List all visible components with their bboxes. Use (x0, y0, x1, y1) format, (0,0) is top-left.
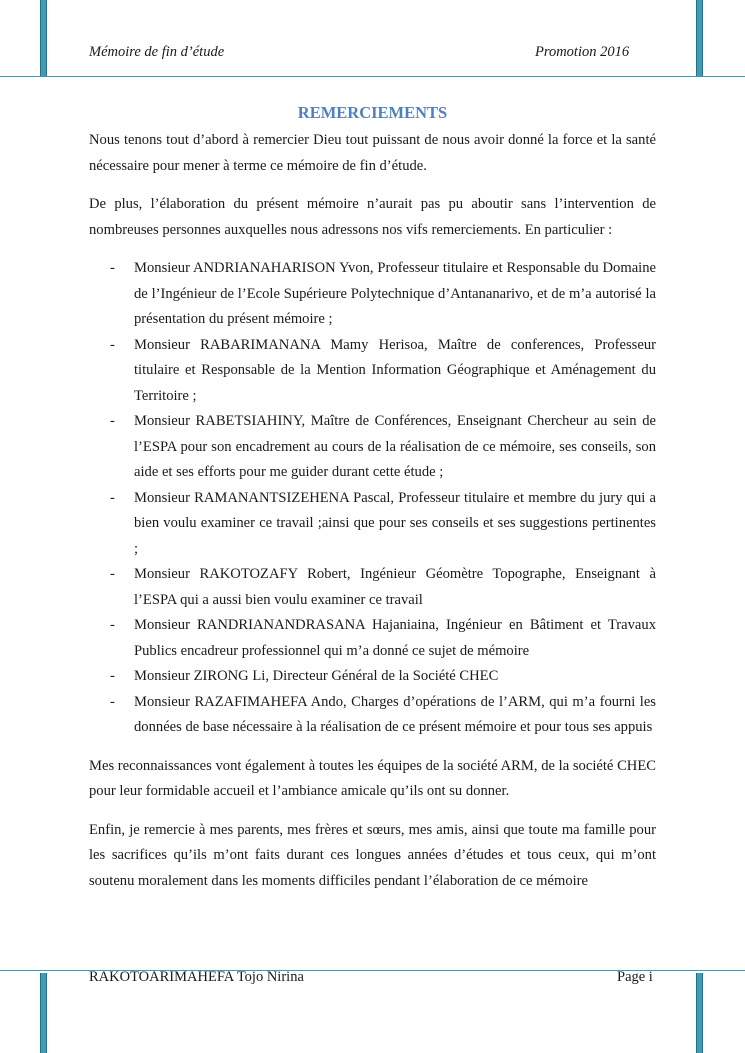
acknowledgement-item (89, 664, 656, 690)
acknowledgement-item (89, 333, 656, 410)
header-left-text: Mémoire de fin d’étude (89, 44, 225, 60)
page-title: REMERCIEMENTS (297, 103, 448, 122)
footer-left-bar (40, 973, 47, 1053)
bullet-dash: - (110, 668, 115, 684)
acknowledgement-item (89, 562, 656, 613)
bullet-dash: - (110, 260, 115, 276)
bullet-dash: - (110, 336, 115, 353)
acknowledgement-text: Monsieur RAKOTOZAFY Robert, Ingénieur Géomètre Topographe, Enseignant à l’ESPA qui a aussi bien voulu examiner ce travail (134, 566, 656, 608)
acknowledgement-text: Monsieur RABARIMANANA Mamy Herisoa, Maître de conferences, Professeur titulaire et Responsable de la Mention Information Géographique et Aménagement du Territoire ; (134, 336, 656, 404)
acknowledgement-list (89, 256, 656, 741)
header-rule (0, 76, 745, 77)
acknowledgement-text: Monsieur ZIRONG Li, Directeur Général de la Société CHEC (134, 668, 499, 684)
closing-paragraph: Mes reconnaissances vont également à toutes les équipes de la société ARM, de la société CHEC pour leur formidable accueil et l’ambiance amicale qu’ils ont su donner. (89, 757, 656, 799)
acknowledgement-item (89, 486, 656, 563)
bullet-dash: - (110, 489, 115, 506)
closing-paragraph: Enfin, je remercie à mes parents, mes frères et sœurs, mes amis, ainsi que toute ma famille pour les sacrifices qu’ils m’ont faits durant ces longues années d’études et tous ceux, qui m’ont soutenu moralement dans les moments difficiles pendant l’élaboration de ce mémoire (89, 821, 656, 889)
acknowledgement-text: Monsieur RABETSIAHINY, Maître de Conférences, Enseignant Chercheur au sein de l’ESPA pour son encadrement au cours de la réalisation de ce mémoire, ses conseils, son aide et ses efforts pour me guider durant cette étude ; (134, 413, 656, 480)
acknowledgement-text: Monsieur RANDRIANANDRASANA Hajaniaina, Ingénieur en Bâtiment et Travaux Publics encadreur professionnel qui m’a donné ce sujet de mémoire (134, 617, 656, 659)
acknowledgement-item (89, 409, 656, 486)
bullet-dash: - (110, 617, 115, 633)
intro-paragraph: Nous tenons tout d’abord à remercier Dieu tout puissant de nous avoir donné la force et la santé nécessaire pour mener à terme ce mémoire de fin d’étude. (89, 132, 656, 174)
acknowledgement-item (89, 256, 656, 333)
header-right-text: Promotion 2016 (535, 44, 630, 60)
acknowledgement-text: Monsieur ANDRIANAHARISON Yvon, Professeur titulaire et Responsable du Domaine de l’Ingénieur de l’Ecole Supérieure Polytechnique d’Antananarivo, et de m’a autorisé la présentation du présent mémoire ; (134, 260, 656, 327)
acknowledgement-item (89, 613, 656, 664)
bullet-dash: - (110, 413, 115, 429)
bullet-dash: - (110, 693, 115, 710)
footer-page-number: Page i (617, 969, 653, 985)
header-left-bar (40, 0, 47, 77)
intro-paragraph: De plus, l’élaboration du présent mémoire n’aurait pas pu aboutir sans l’intervention de nombreuses personnes auxquelles nous adressons nos vifs remerciements. En particulier : (89, 196, 656, 238)
header-right-bar (696, 0, 703, 77)
footer-author: RAKOTOARIMAHEFA Tojo Nirina (89, 969, 304, 985)
bullet-dash: - (110, 566, 115, 582)
page-body (89, 102, 656, 907)
footer-right-bar (696, 973, 703, 1053)
acknowledgement-text: Monsieur RAMANANTSIZEHENA Pascal, Professeur titulaire et membre du jury qui a bien voulu examiner ce travail ;ainsi que pour ses conseils et ses suggestions pertinentes ; (134, 489, 656, 557)
acknowledgement-item (89, 690, 656, 741)
acknowledgement-text: Monsieur RAZAFIMAHEFA Ando, Charges d’opérations de l’ARM, qui m’a fourni les données de base nécessaire à la réalisation de ce présent mémoire et pour tous ses appuis (134, 693, 656, 735)
